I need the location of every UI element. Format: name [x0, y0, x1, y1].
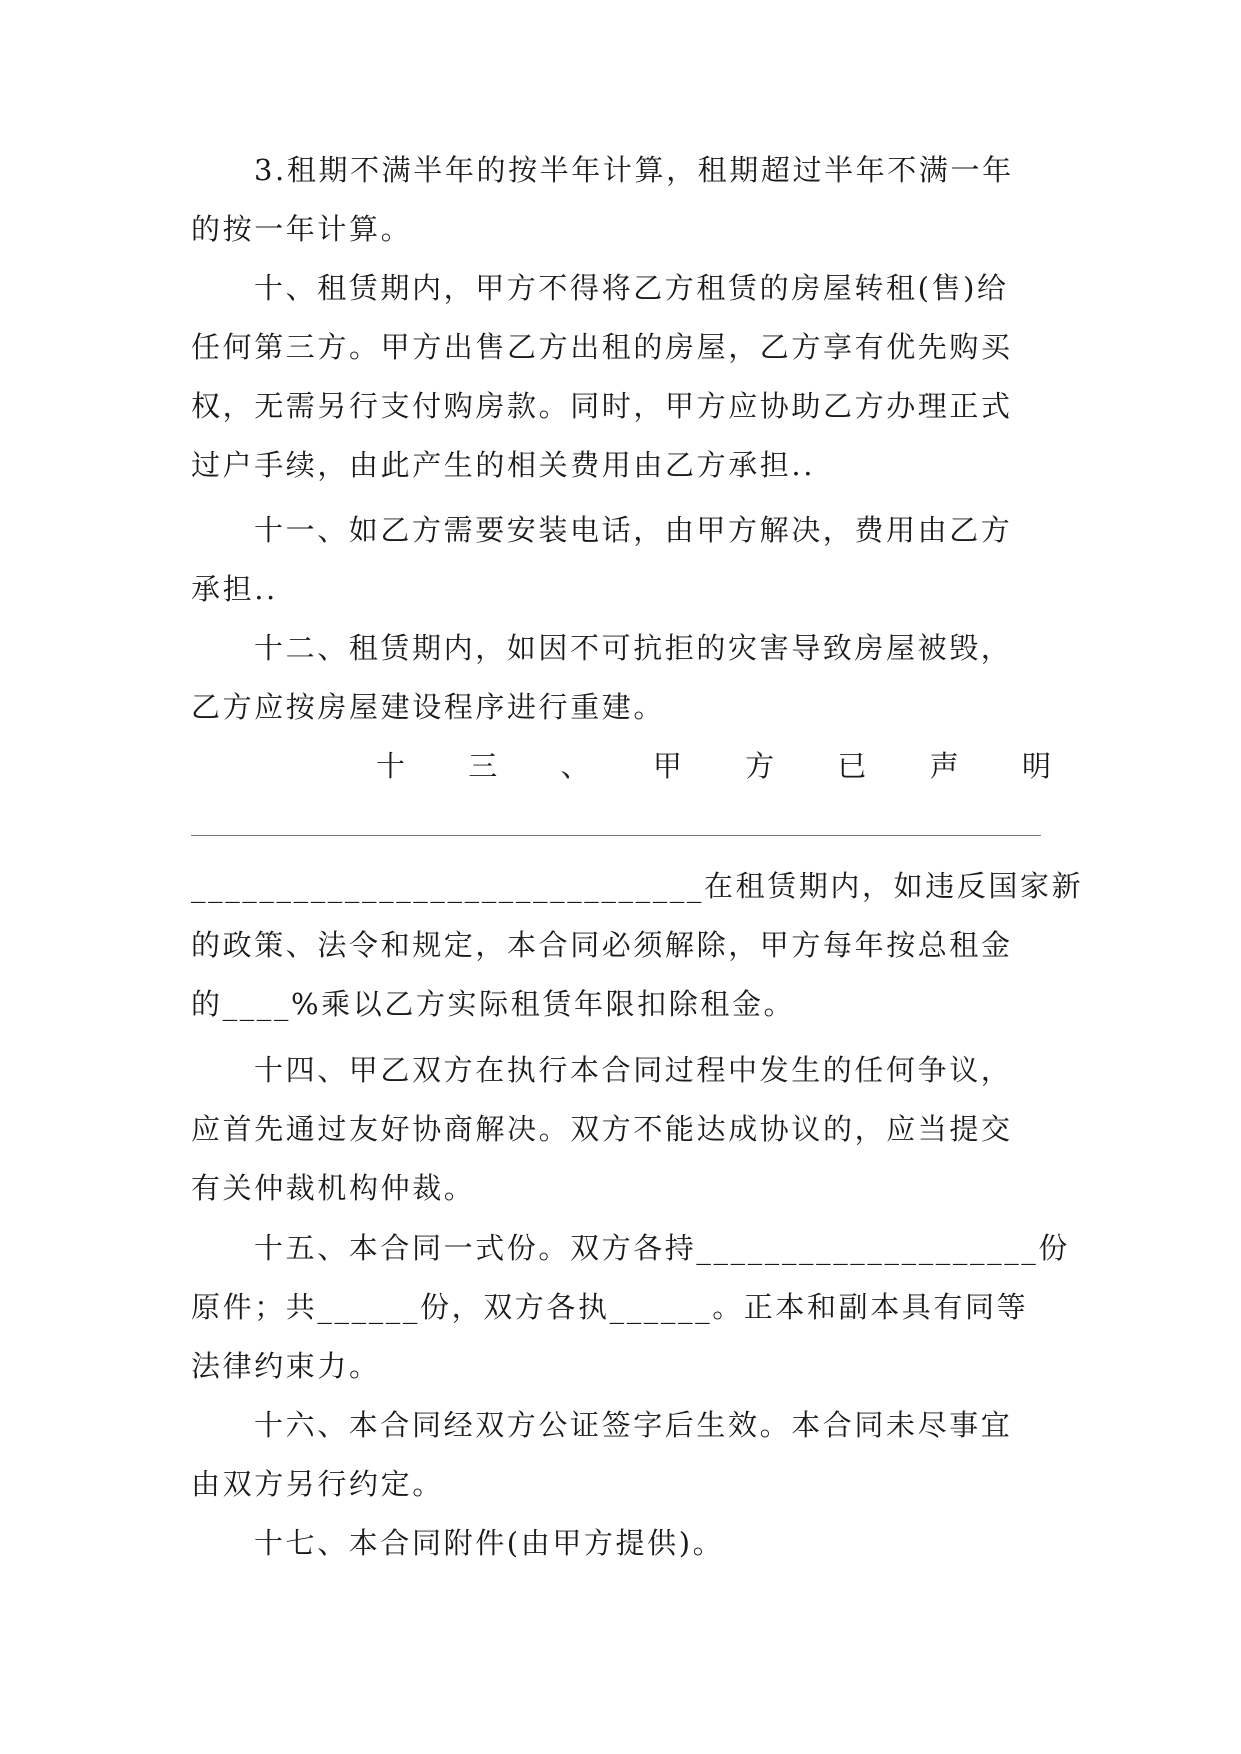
clause-15-line-2: 原件；共______份，双方各执______。正本和副本具有同等 — [191, 1290, 1029, 1324]
clause-16-line-2: 由双方另行约定。 — [191, 1467, 444, 1501]
clause-13-line-3: 的政策、法令和规定，本合同必须解除，甲方每年按总租金 — [191, 928, 1013, 962]
clause-9-3-line-2: 的按一年计算。 — [191, 212, 413, 246]
clause-15-line-1: 十五、本合同一式份。双方各持____________________份 — [254, 1231, 1071, 1265]
heading-char: 十 — [376, 749, 406, 783]
clause-16-line-1: 十六、本合同经双方公证签字后生效。本合同未尽事宜 — [254, 1408, 1013, 1442]
heading-char: 已 — [837, 749, 867, 783]
heading-char: 明 — [1021, 749, 1051, 783]
clause-13-line-2: ______________________________在租赁期内，如违反国家新 — [191, 869, 1084, 903]
clause-10-line-1: 十、租赁期内，甲方不得将乙方租赁的房屋转租(售)给 — [254, 271, 1009, 305]
heading-char: 方 — [745, 749, 775, 783]
clause-12-line-1: 十二、租赁期内，如因不可抗拒的灾害导致房屋被毁， — [254, 631, 1013, 665]
clause-14-line-1: 十四、甲乙双方在执行本合同过程中发生的任何争议， — [254, 1053, 1013, 1087]
clause-13-line-4: 的____%乘以乙方实际租赁年限扣除租金。 — [191, 987, 796, 1021]
fill-in-blank-line — [191, 835, 1041, 836]
clause-10-line-4: 过户手续，由此产生的相关费用由乙方承担.. — [191, 448, 816, 482]
clause-14-line-2: 应首先通过友好协商解决。双方不能达成协议的，应当提交 — [191, 1112, 1013, 1146]
clause-9-3-line-1: 3.租期不满半年的按半年计算，租期超过半年不满一年 — [254, 153, 1014, 187]
clause-10-line-2: 任何第三方。甲方出售乙方出租的房屋，乙方享有优先购买 — [191, 330, 1013, 364]
clause-12-line-2: 乙方应按房屋建设程序进行重建。 — [191, 690, 666, 724]
clause-14-line-3: 有关仲裁机构仲裁。 — [191, 1171, 476, 1205]
heading-char: 甲 — [652, 749, 682, 783]
clause-15-line-3: 法律约束力。 — [191, 1349, 381, 1383]
clause-13-heading — [376, 746, 1051, 786]
clause-10-line-3: 权，无需另行支付购房款。同时，甲方应协助乙方办理正式 — [191, 389, 1013, 423]
heading-char: 声 — [929, 749, 959, 783]
clause-11-line-2: 承担.. — [191, 572, 278, 606]
clause-17-line-1: 十七、本合同附件(由甲方提供)。 — [254, 1526, 725, 1560]
heading-char: 、 — [560, 749, 590, 783]
clause-11-line-1: 十一、如乙方需要安装电话，由甲方解决，费用由乙方 — [254, 513, 1013, 547]
heading-char: 三 — [468, 749, 498, 783]
